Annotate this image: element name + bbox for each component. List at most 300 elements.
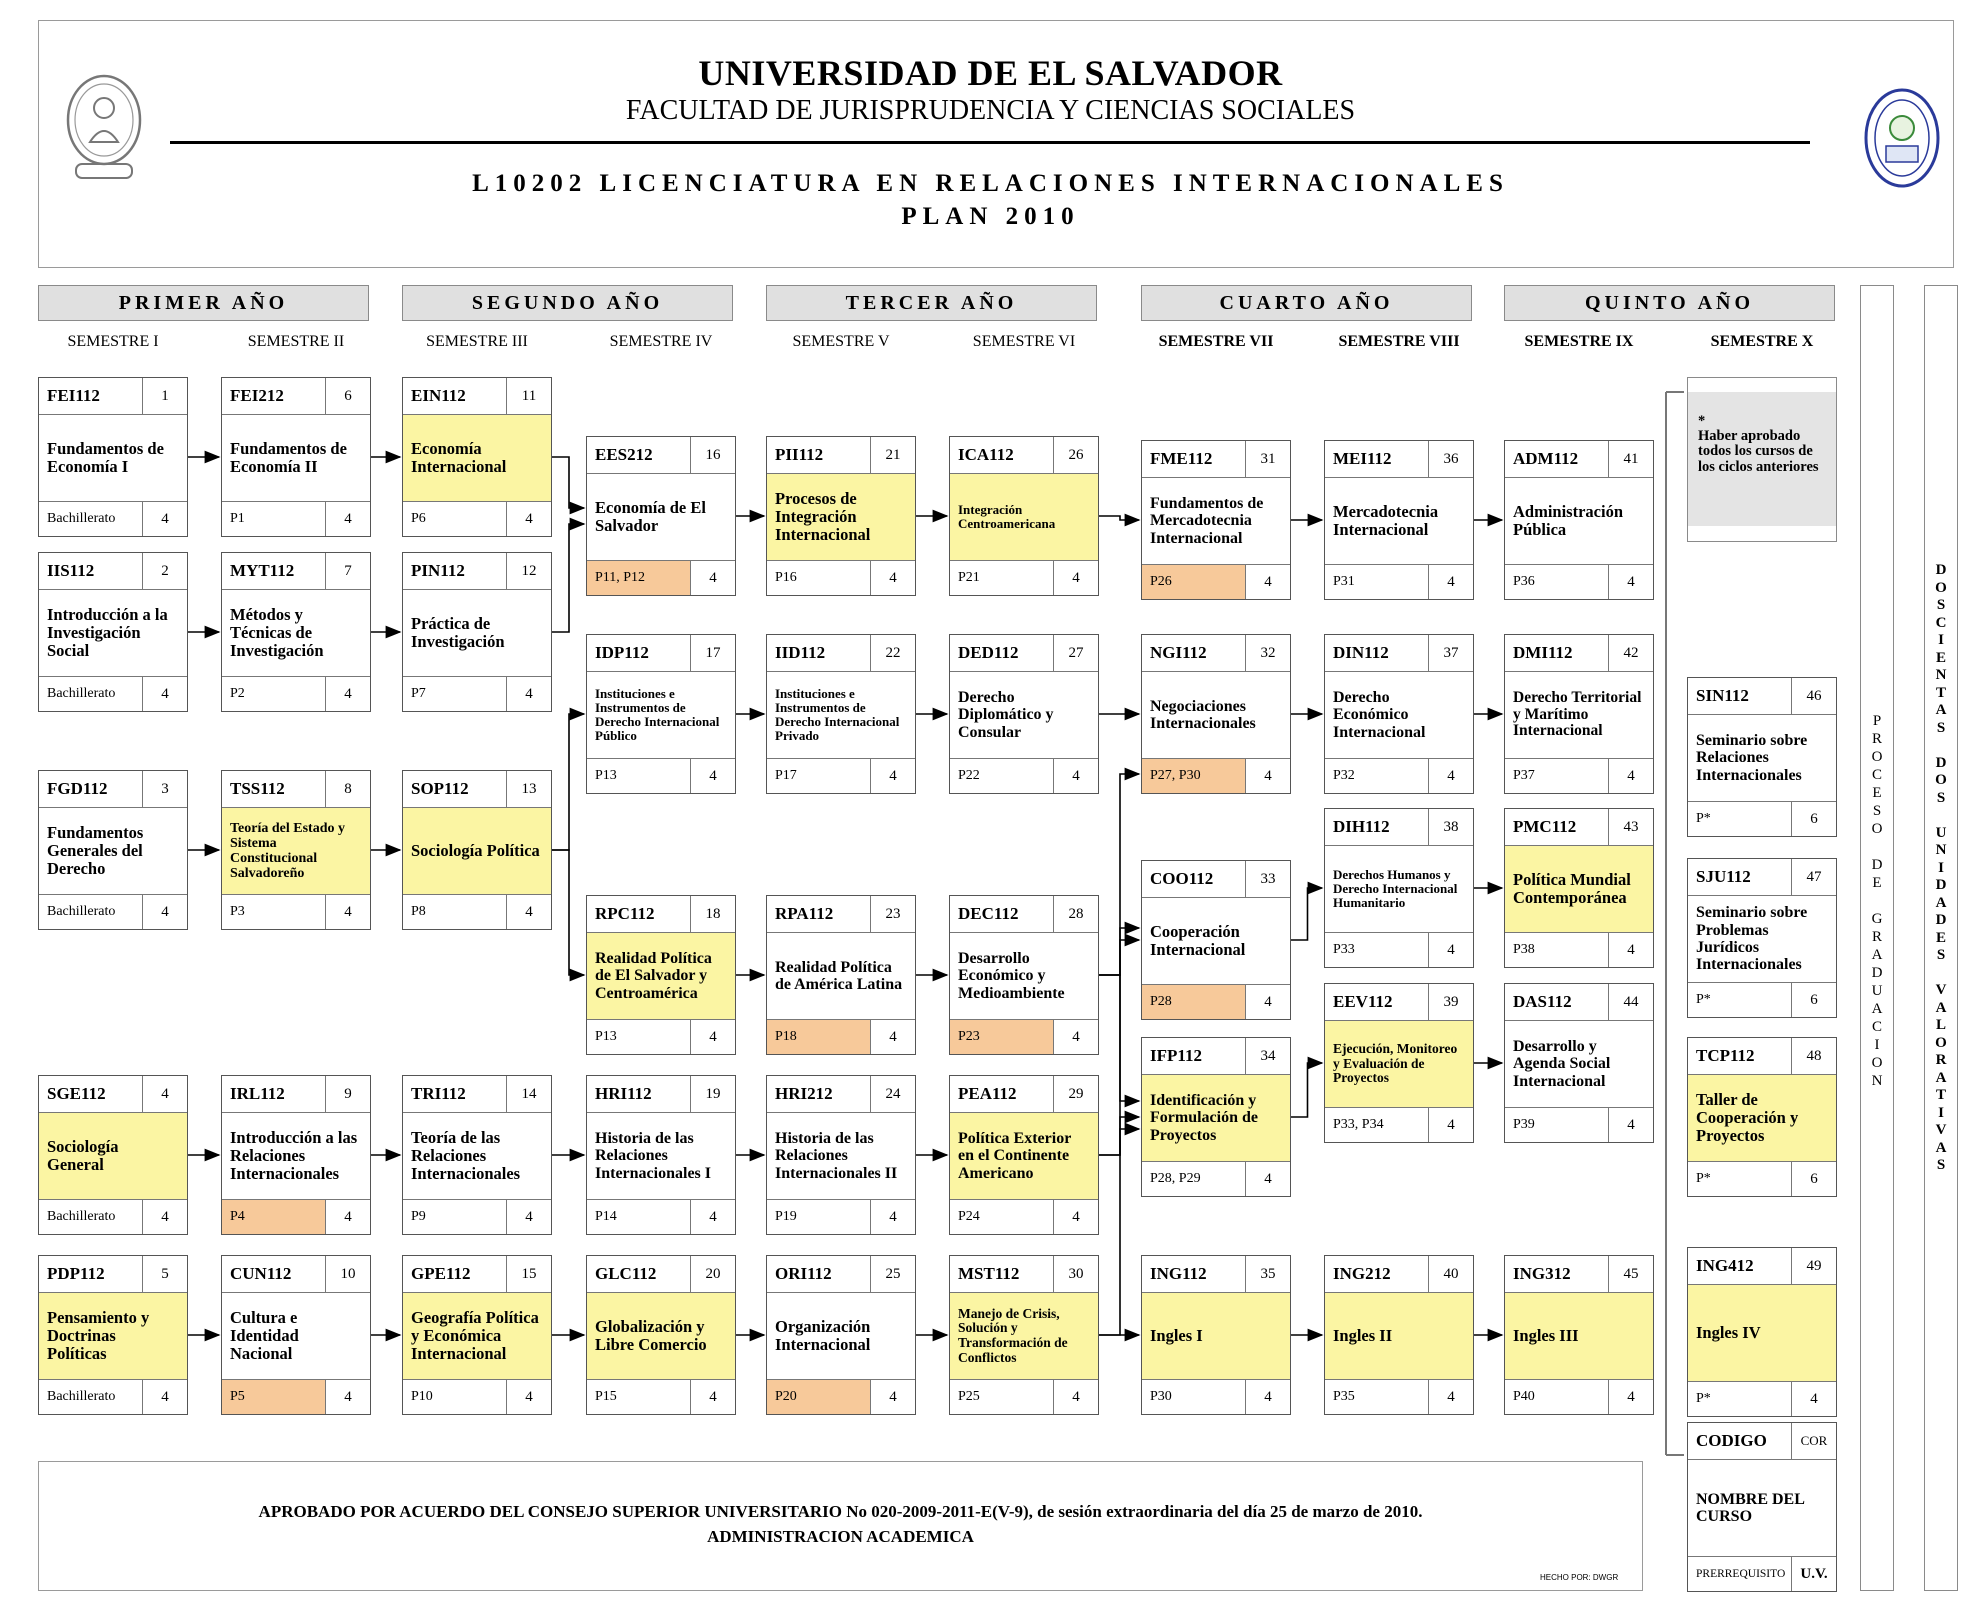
course-card-fei212 — [221, 377, 371, 537]
course-prereq: P* — [1696, 1391, 1711, 1406]
course-code: IDP112 — [595, 643, 649, 662]
course-code: SIN112 — [1696, 686, 1749, 705]
course-uv: 4 — [1245, 565, 1290, 599]
course-card-glc112 — [586, 1255, 736, 1415]
course-card-dec112 — [949, 895, 1099, 1055]
course-prereq: P30 — [1150, 1389, 1172, 1404]
course-prereq: P28 — [1142, 985, 1245, 1019]
course-card-iis112 — [38, 552, 188, 712]
course-code: RPA112 — [775, 904, 834, 923]
course-code: PMC112 — [1513, 817, 1577, 836]
course-prereq: P3 — [230, 904, 245, 919]
course-card-fgd112 — [38, 770, 188, 930]
year-bar-1: PRIMER AÑO — [38, 285, 369, 321]
course-uv: 4 — [1053, 561, 1098, 595]
course-number: 29 — [1053, 1076, 1098, 1112]
course-name: Fundamentos de Economía II — [230, 439, 347, 476]
course-prereq: P* — [1696, 811, 1711, 826]
course-uv: 4 — [1245, 1162, 1290, 1196]
course-uv: 4 — [325, 895, 370, 929]
course-number: 42 — [1608, 635, 1653, 671]
course-prereq: P40 — [1513, 1389, 1535, 1404]
course-code: PII112 — [775, 445, 824, 464]
course-prereq: P5 — [222, 1380, 325, 1414]
university-title: UNIVERSIDAD DE EL SALVADOR — [698, 53, 1283, 93]
course-name: Ingles I — [1142, 1293, 1290, 1379]
course-number: 47 — [1791, 859, 1836, 895]
course-uv: 4 — [870, 1200, 915, 1234]
course-code: NGI112 — [1150, 643, 1207, 662]
course-card-idp112 — [586, 634, 736, 794]
course-uv: 4 — [1053, 759, 1098, 793]
course-prereq: Bachillerato — [47, 686, 116, 701]
prereq-arrow — [552, 714, 584, 850]
course-name: Derecho Económico Internacional — [1333, 689, 1426, 741]
course-name: Derechos Humanos y Derecho Internacional Humanitario — [1333, 866, 1458, 911]
prereq-arrow — [552, 850, 584, 975]
course-card-ngi112 — [1141, 634, 1291, 794]
semester-label-7: SEMESTRE VII — [1158, 333, 1274, 350]
course-uv: 4 — [1053, 1020, 1098, 1054]
course-name: Manejo de Crisis, Solución y Transformación de Conflictos — [950, 1293, 1098, 1379]
course-uv: 4 — [325, 1200, 370, 1234]
course-code: ING112 — [1150, 1264, 1207, 1283]
course-prereq: P20 — [767, 1380, 870, 1414]
course-prereq: P15 — [595, 1389, 617, 1404]
course-card-fei112 — [38, 377, 188, 537]
course-card-myt112 — [221, 552, 371, 712]
course-name: Identificación y Formulación de Proyectos — [1142, 1075, 1290, 1161]
course-code: SJU112 — [1696, 867, 1751, 886]
note-text: Haber aprobado todos los cursos de los ciclos anteriores — [1698, 428, 1819, 475]
course-name: Ejecución, Monitoreo y Evaluación de Proyectos — [1325, 1021, 1473, 1107]
course-uv: 4 — [142, 895, 187, 929]
course-card-tcp112 — [1687, 1037, 1837, 1197]
course-code: IFP112 — [1150, 1046, 1202, 1065]
prereq-arrow — [1291, 1063, 1322, 1117]
course-uv: 4 — [690, 1020, 735, 1054]
course-card-irl112 — [221, 1075, 371, 1235]
course-prereq: P39 — [1513, 1117, 1535, 1132]
course-number: 3 — [142, 771, 187, 807]
course-number: 43 — [1608, 809, 1653, 845]
course-number: 14 — [506, 1076, 551, 1112]
course-code: MYT112 — [230, 561, 295, 580]
legend-prereq: PRERREQUISITO — [1696, 1568, 1786, 1580]
course-name: Cooperación Internacional — [1150, 922, 1246, 959]
course-prereq: Bachillerato — [47, 1209, 116, 1224]
course-prereq: P13 — [595, 1029, 617, 1044]
course-uv: 4 — [142, 502, 187, 536]
course-name: Cultura e Identidad Nacional — [230, 1308, 299, 1363]
course-card-mst112 — [949, 1255, 1099, 1415]
course-card-dih112 — [1324, 808, 1474, 968]
course-uv: 4 — [1791, 1382, 1836, 1416]
prereq-arrow — [1099, 516, 1139, 520]
course-number: 10 — [325, 1256, 370, 1292]
course-card-pii112 — [766, 436, 916, 596]
course-name: Pensamiento y Doctrinas Políticas — [39, 1293, 187, 1379]
course-uv: 6 — [1791, 1162, 1836, 1196]
approval-text: APROBADO POR ACUERDO DEL CONSEJO SUPERIOR UNIVERSITARIO No 020-2009-2011-E(V-9), de sesión extraordinaria del día 25 de marzo de 2010. — [258, 1502, 1423, 1521]
course-card-eev112 — [1324, 983, 1474, 1143]
semester-label-2: SEMESTRE II — [247, 333, 345, 350]
course-card-gpe112 — [402, 1255, 552, 1415]
course-name: Historia de las Relaciones Internacionales I — [595, 1130, 711, 1182]
legend-box — [1687, 1422, 1837, 1592]
course-number: 31 — [1245, 441, 1290, 477]
course-prereq: P1 — [230, 511, 245, 526]
course-prereq: P32 — [1333, 768, 1355, 783]
course-uv: 4 — [325, 1380, 370, 1414]
course-uv: 4 — [506, 895, 551, 929]
course-code: ICA112 — [958, 445, 1014, 464]
course-name: Desarrollo y Agenda Social Internacional — [1513, 1038, 1611, 1090]
course-uv: 4 — [1245, 985, 1290, 1019]
course-uv: 4 — [690, 759, 735, 793]
course-code: FEI212 — [230, 386, 284, 405]
course-uv: 4 — [506, 1380, 551, 1414]
course-number: 11 — [506, 378, 551, 414]
semester-label-1: SEMESTRE I — [67, 333, 159, 350]
course-prereq: P28, P29 — [1150, 1171, 1201, 1186]
course-number: 18 — [690, 896, 735, 932]
course-uv: 4 — [1053, 1200, 1098, 1234]
course-number: 40 — [1428, 1256, 1473, 1292]
course-code: EIN112 — [411, 386, 466, 405]
course-prereq: P38 — [1513, 942, 1535, 957]
course-name: Introducción a la Investigación Social — [47, 605, 168, 660]
course-number: 26 — [1053, 437, 1098, 473]
course-uv: 4 — [870, 1020, 915, 1054]
semester-label-3: SEMESTRE III — [426, 333, 528, 350]
course-card-sge112 — [38, 1075, 188, 1235]
course-uv: 4 — [142, 677, 187, 711]
semester-label-4: SEMESTRE IV — [609, 333, 713, 350]
course-name: Teoría del Estado y Sistema Constitucional Salvadoreño — [222, 808, 370, 894]
course-name: Integración Centroamericana — [950, 474, 1098, 560]
course-code: DMI112 — [1513, 643, 1573, 662]
program-title: L10202 LICENCIATURA EN RELACIONES INTERNACIONALES — [472, 170, 1509, 197]
course-card-hri212 — [766, 1075, 916, 1235]
prereq-arrow — [1099, 1129, 1139, 1155]
plan-title: PLAN 2010 — [901, 203, 1080, 230]
course-name: Globalización y Libre Comercio — [587, 1293, 735, 1379]
course-number: 39 — [1428, 984, 1473, 1020]
course-prereq: P36 — [1513, 574, 1535, 589]
course-uv: 4 — [1608, 1108, 1653, 1142]
course-prereq: P26 — [1142, 565, 1245, 599]
course-card-pea112 — [949, 1075, 1099, 1235]
course-name: Historia de las Relaciones Internacionales II — [775, 1130, 898, 1182]
course-prereq: P24 — [958, 1209, 980, 1224]
course-name: Introducción a las Relaciones Internacionales — [230, 1128, 358, 1183]
course-code: PIN112 — [411, 561, 465, 580]
course-code: ING212 — [1333, 1264, 1391, 1283]
course-code: ING312 — [1513, 1264, 1571, 1283]
course-prereq: P16 — [775, 570, 797, 585]
course-card-mei112 — [1324, 440, 1474, 600]
course-name: Práctica de Investigación — [411, 614, 505, 651]
legend-name: NOMBRE DEL CURSO — [1696, 1490, 1805, 1525]
course-prereq: P37 — [1513, 768, 1535, 783]
course-prereq: P25 — [958, 1389, 980, 1404]
course-card-tss112 — [221, 770, 371, 930]
semester-label-10: SEMESTRE X — [1710, 333, 1814, 350]
course-name: Desarrollo Económico y Medioambiente — [958, 950, 1065, 1002]
course-prereq: P2 — [230, 686, 245, 701]
course-code: RPC112 — [595, 904, 655, 923]
course-uv: 4 — [506, 1200, 551, 1234]
course-number: 25 — [870, 1256, 915, 1292]
course-card-cun112 — [221, 1255, 371, 1415]
prereq-arrow — [1099, 940, 1139, 975]
course-number: 48 — [1791, 1038, 1836, 1074]
course-uv: 6 — [1791, 983, 1836, 1017]
course-uv: 4 — [1245, 759, 1290, 793]
legend-code: CODIGO — [1696, 1431, 1767, 1450]
course-uv: 4 — [1245, 1380, 1290, 1414]
course-number: 41 — [1608, 441, 1653, 477]
course-number: 12 — [506, 553, 551, 589]
course-number: 46 — [1791, 678, 1836, 714]
course-number: 21 — [870, 437, 915, 473]
course-number: 6 — [325, 378, 370, 414]
course-code: DIN112 — [1333, 643, 1389, 662]
course-name: Mercadotecnia Internacional — [1333, 502, 1439, 539]
semester-label-5: SEMESTRE V — [792, 333, 890, 350]
course-card-ing212 — [1324, 1255, 1474, 1415]
semester-label-9: SEMESTRE IX — [1524, 333, 1634, 350]
course-number: 1 — [142, 378, 187, 414]
course-card-ica112 — [949, 436, 1099, 596]
course-name: Sociología Política — [403, 808, 551, 894]
course-name: Fundamentos de Economía I — [47, 439, 164, 476]
course-card-ing312 — [1504, 1255, 1654, 1415]
course-prereq: P33 — [1333, 942, 1355, 957]
course-number: 22 — [870, 635, 915, 671]
course-number: 27 — [1053, 635, 1098, 671]
course-uv: 4 — [142, 1380, 187, 1414]
year-bar-2: SEGUNDO AÑO — [402, 285, 733, 321]
legend-cor: COR — [1791, 1423, 1836, 1459]
course-name: Teoría de las Relaciones Internacionales — [411, 1128, 521, 1183]
course-code: ING412 — [1696, 1256, 1754, 1275]
course-number: 16 — [690, 437, 735, 473]
course-name: Política Mundial Contemporánea — [1505, 846, 1653, 932]
course-code: DEC112 — [958, 904, 1019, 923]
course-prereq: Bachillerato — [47, 904, 116, 919]
course-number: 17 — [690, 635, 735, 671]
course-prereq: P13 — [595, 768, 617, 783]
course-number: 5 — [142, 1256, 187, 1292]
course-number: 30 — [1053, 1256, 1098, 1292]
prereq-arrow — [1099, 975, 1139, 1101]
course-name: Ingles IV — [1688, 1285, 1836, 1381]
course-code: DED112 — [958, 643, 1019, 662]
course-code: GPE112 — [411, 1264, 471, 1283]
course-card-ori112 — [766, 1255, 916, 1415]
course-code: FME112 — [1150, 449, 1213, 468]
course-card-ifp112 — [1141, 1037, 1291, 1197]
course-card-sin112 — [1687, 677, 1837, 837]
course-code: MST112 — [958, 1264, 1020, 1283]
course-prereq: P10 — [411, 1389, 433, 1404]
course-name: Política Exterior en el Continente Americano — [950, 1113, 1098, 1199]
course-name: Sociología General — [39, 1113, 187, 1199]
course-name: Ingles III — [1505, 1293, 1653, 1379]
course-code: COO112 — [1150, 869, 1214, 888]
course-uv: 4 — [325, 677, 370, 711]
course-code: MEI112 — [1333, 449, 1392, 468]
year-bar-3: TERCER AÑO — [766, 285, 1097, 321]
course-uv: 4 — [1608, 933, 1653, 967]
course-code: IID112 — [775, 643, 826, 662]
course-name: Fundamentos Generales del Derecho — [47, 823, 144, 878]
course-number: 9 — [325, 1076, 370, 1112]
course-prereq: P7 — [411, 686, 426, 701]
course-prereq: P6 — [411, 511, 426, 526]
author-credit: HECHO POR: DWGR — [1540, 1573, 1619, 1582]
course-name: Seminario sobre Relaciones Internacionales — [1696, 732, 1808, 784]
year-bar-4: CUARTO AÑO — [1141, 285, 1472, 321]
course-code: ADM112 — [1513, 449, 1579, 468]
faculty-title: FACULTAD DE JURISPRUDENCIA Y CIENCIAS SOCIALES — [625, 95, 1356, 126]
course-number: 45 — [1608, 1256, 1653, 1292]
course-uv: 4 — [690, 1380, 735, 1414]
semester-label-6: SEMESTRE VI — [972, 333, 1076, 350]
course-name: Taller de Cooperación y Proyectos — [1688, 1075, 1836, 1161]
course-code: DIH112 — [1333, 817, 1390, 836]
course-code: EEV112 — [1333, 992, 1393, 1011]
course-uv: 4 — [870, 759, 915, 793]
course-number: 44 — [1608, 984, 1653, 1020]
course-uv: 4 — [870, 561, 915, 595]
course-name: Fundamentos de Mercadotecnia Internacional — [1150, 495, 1264, 547]
course-prereq: P9 — [411, 1209, 426, 1224]
course-card-din112 — [1324, 634, 1474, 794]
course-card-ing112 — [1141, 1255, 1291, 1415]
course-card-pdp112 — [38, 1255, 188, 1415]
course-card-das112 — [1504, 983, 1654, 1143]
course-name: Negociaciones Internacionales — [1150, 697, 1256, 732]
course-number: 37 — [1428, 635, 1473, 671]
prereq-arrow — [552, 524, 584, 632]
course-prereq: P21 — [958, 570, 980, 585]
course-code: SOP112 — [411, 779, 469, 798]
graduation-note-box — [1687, 377, 1837, 542]
course-uv: 4 — [142, 1200, 187, 1234]
course-card-sop112 — [402, 770, 552, 930]
course-name: Derecho Territorial y Marítimo Internacional — [1513, 688, 1642, 740]
course-code: IRL112 — [230, 1084, 285, 1103]
course-uv: 4 — [1608, 565, 1653, 599]
course-prereq: P22 — [958, 768, 980, 783]
course-prereq: Bachillerato — [47, 1389, 116, 1404]
course-code: TSS112 — [230, 779, 285, 798]
course-number: 4 — [142, 1076, 187, 1112]
course-uv: 4 — [1053, 1380, 1098, 1414]
course-prereq: P27, P30 — [1142, 759, 1245, 793]
graduation-process-label: P R O C E S O D E G R A D U A C I O N — [1871, 713, 1883, 1089]
course-card-rpc112 — [586, 895, 736, 1055]
course-number: 15 — [506, 1256, 551, 1292]
course-uv: 4 — [325, 502, 370, 536]
course-code: IIS112 — [47, 561, 95, 580]
course-number: 34 — [1245, 1038, 1290, 1074]
course-name: Geografía Política y Económica Internacional — [403, 1293, 551, 1379]
course-uv: 4 — [1428, 1108, 1473, 1142]
course-code: PDP112 — [47, 1264, 105, 1283]
graduation-bracket — [1660, 390, 1686, 1460]
academic-admin-text: ADMINISTRACION ACADEMICA — [707, 1527, 974, 1546]
course-number: 19 — [690, 1076, 735, 1112]
course-code: DAS112 — [1513, 992, 1572, 1011]
course-number: 28 — [1053, 896, 1098, 932]
course-prereq: P31 — [1333, 574, 1355, 589]
course-code: EES212 — [595, 445, 653, 464]
course-prereq: P8 — [411, 904, 426, 919]
course-uv: 4 — [1428, 759, 1473, 793]
course-card-iid112 — [766, 634, 916, 794]
course-prereq: P19 — [775, 1209, 797, 1224]
course-number: 2 — [142, 553, 187, 589]
course-prereq: P23 — [950, 1020, 1053, 1054]
course-name: Instituciones e Instrumentos de Derecho Internacional Privado — [775, 685, 900, 744]
course-code: ORI112 — [775, 1264, 832, 1283]
course-number: 20 — [690, 1256, 735, 1292]
prereq-arrow — [1099, 928, 1139, 975]
course-code: PEA112 — [958, 1084, 1017, 1103]
year-bar-5: QUINTO AÑO — [1504, 285, 1835, 321]
course-prereq: P4 — [222, 1200, 325, 1234]
course-uv: 4 — [1428, 933, 1473, 967]
course-uv: 4 — [1608, 1380, 1653, 1414]
course-card-ees212 — [586, 436, 736, 596]
course-name: Economía Internacional — [403, 415, 551, 501]
course-name: Seminario sobre Problemas Jurídicos Internacionales — [1696, 904, 1808, 974]
course-code: TCP112 — [1696, 1046, 1755, 1065]
prereq-arrow — [552, 457, 584, 508]
course-card-rpa112 — [766, 895, 916, 1055]
course-card-tri112 — [402, 1075, 552, 1235]
course-code: TRI112 — [411, 1084, 466, 1103]
course-number: 7 — [325, 553, 370, 589]
course-prereq: Bachillerato — [47, 511, 116, 526]
prereq-arrow — [1099, 774, 1139, 1335]
course-uv: 4 — [690, 561, 735, 595]
prereq-arrow — [1291, 888, 1322, 940]
course-uv: 4 — [1428, 565, 1473, 599]
semester-label-8: SEMESTRE VIII — [1338, 333, 1460, 350]
course-card-coo112 — [1141, 860, 1291, 1020]
course-prereq: P17 — [775, 768, 797, 783]
course-prereq: P11, P12 — [587, 561, 690, 595]
course-card-ein112 — [402, 377, 552, 537]
course-uv: 4 — [1428, 1380, 1473, 1414]
course-number: 49 — [1791, 1248, 1836, 1284]
total-credits-label: D O S C I E N T A S D O S U N I D A D E S V A L O R A T I V A S — [1935, 562, 1947, 1173]
course-prereq: P33, P34 — [1333, 1117, 1384, 1132]
course-code: CUN112 — [230, 1264, 292, 1283]
course-number: 38 — [1428, 809, 1473, 845]
course-name: Realidad Política de El Salvador y Centroamérica — [587, 933, 735, 1019]
course-name: Realidad Política de América Latina — [775, 958, 903, 993]
course-name: Instituciones e Instrumentos de Derecho Internacional Público — [595, 685, 720, 744]
course-uv: 4 — [506, 502, 551, 536]
prereq-arrow — [1099, 1117, 1139, 1155]
course-number: 35 — [1245, 1256, 1290, 1292]
